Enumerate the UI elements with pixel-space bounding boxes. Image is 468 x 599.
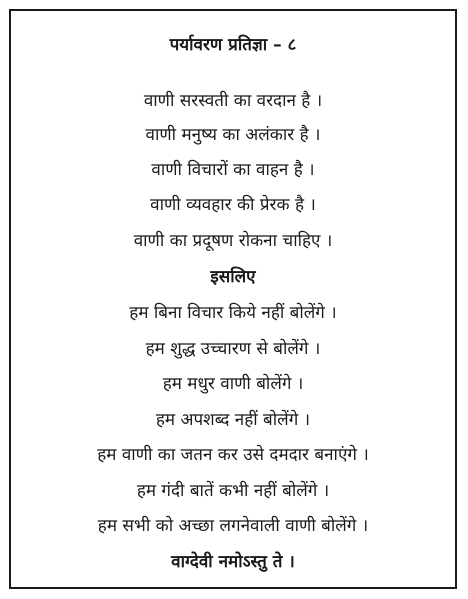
pledge-line: हम मधुर वाणी बोलेंगे । [162, 374, 304, 394]
pledge-line: हम गंदी बातें कभी नहीं बोलेंगे । [136, 481, 330, 501]
intro-line: वाणी का प्रदूषण रोकना चाहिए । [133, 231, 333, 251]
intro-line: वाणी सरस्वती का वरदान है । [143, 91, 323, 111]
pledge-line: हम वाणी का जतन कर उसे दमदार बनाएंगे । [97, 445, 369, 465]
pledge-line: हम बिना विचार किये नहीं बोलेंगे । [129, 303, 337, 323]
intro-line: वाणी व्यवहार की प्रेरक है । [150, 195, 316, 215]
closing-salutation: वाग्देवी नमोऽस्तु ते । [171, 552, 295, 572]
pledge-line: हम सभी को अच्छा लगनेवाली वाणी बोलेंगे । [97, 516, 369, 536]
pledge-frame [9, 9, 457, 589]
pledge-title: पर्यावरण प्रतिज्ञा – ८ [169, 35, 297, 55]
pledge-line: हम शुद्ध उच्चारण से बोलेंगे । [145, 339, 321, 359]
intro-line: वाणी मनुष्य का अलंकार है । [145, 125, 321, 145]
therefore-heading: इसलिए [210, 267, 256, 287]
pledge-line: हम अपशब्द नहीं बोलेंगे । [155, 410, 311, 430]
intro-line: वाणी विचारों का वाहन है । [151, 160, 315, 180]
